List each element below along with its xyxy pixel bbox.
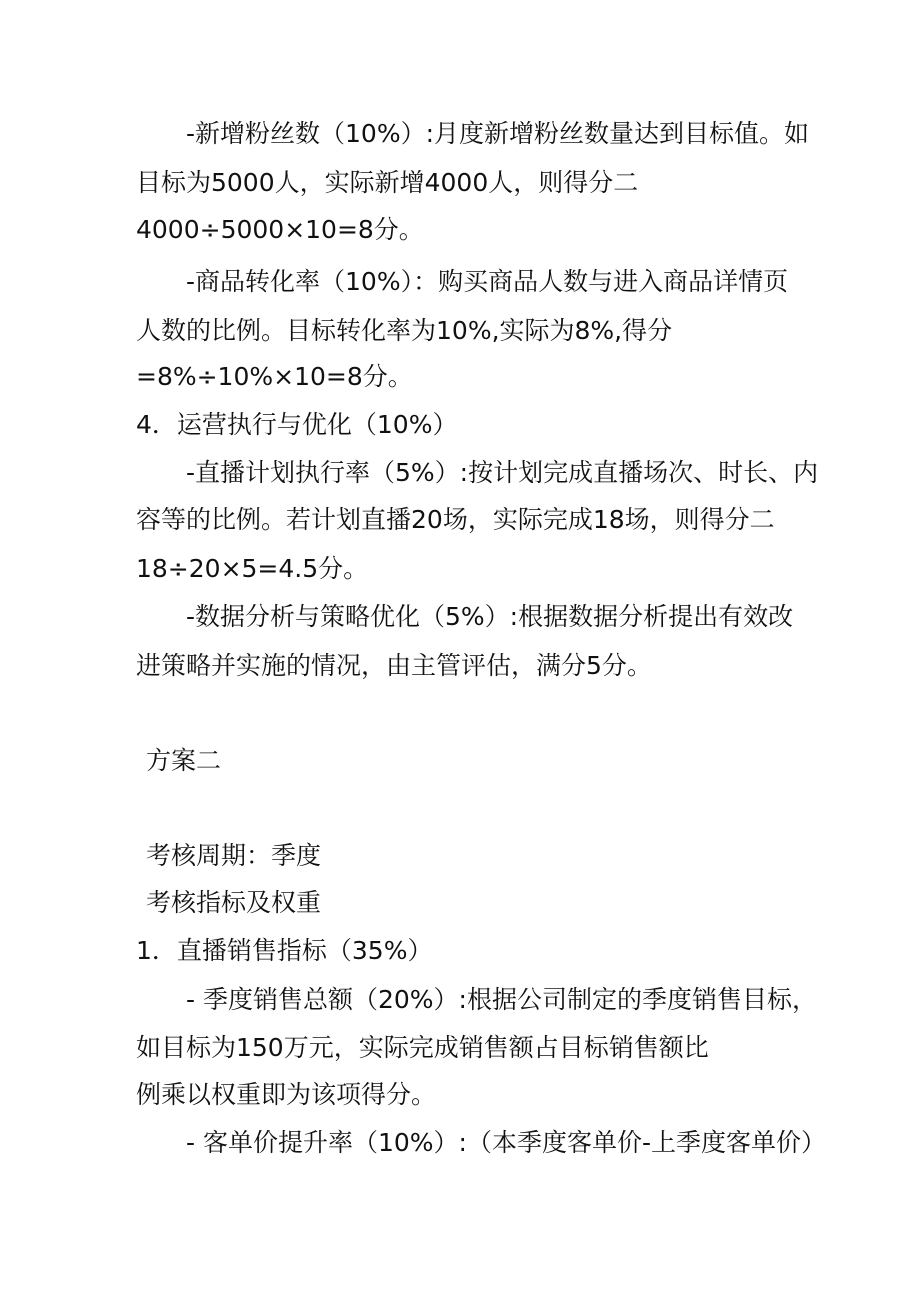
text-line: -商品转化率（10%）：购买商品人数与进入商品详情页 [186, 267, 789, 296]
text-line: 进策略并实施的情况，由主管评估，满分5分。 [136, 651, 652, 680]
text-line: 18÷20×5=4.5分。 [136, 554, 369, 583]
text-line: 人数的比例。目标转化率为10%,实际为8%,得分 [136, 316, 673, 345]
text-line: 考核周期：季度 [146, 841, 322, 870]
plan-heading: 方案二 [146, 746, 222, 775]
text-line: 容等的比例。若计划直播20场，实际完成18场，则得分二 [136, 505, 775, 534]
text-line: - 客单价提升率（10%）:（本季度客单价-上季度客单价） [186, 1128, 826, 1157]
text-line: -直播计划执行率（5%）:按计划完成直播场次、时长、内 [186, 458, 819, 487]
text-line: -数据分析与策略优化（5%）:根据数据分析提出有效改 [186, 602, 794, 631]
text-line: 考核指标及权重 [146, 888, 322, 917]
section-heading: 1．直播销售指标（35%） [136, 936, 433, 965]
text-line: - 季度销售总额（20%）:根据公司制定的季度销售目标， [186, 985, 817, 1014]
text-line: 目标为5000人，实际新增4000人，则得分二 [136, 168, 639, 197]
text-line: 如目标为150万元，实际完成销售额占目标销售额比 [136, 1033, 709, 1062]
section-heading: 4．运营执行与优化（10%） [136, 410, 458, 439]
text-line: =8%÷10%×10=8分。 [136, 362, 413, 391]
text-line: -新增粉丝数（10%）:月度新增粉丝数量达到目标值。如 [186, 119, 810, 148]
text-line: 例乘以权重即为该项得分。 [136, 1080, 437, 1109]
text-line: 4000÷5000×10=8分。 [136, 215, 424, 244]
